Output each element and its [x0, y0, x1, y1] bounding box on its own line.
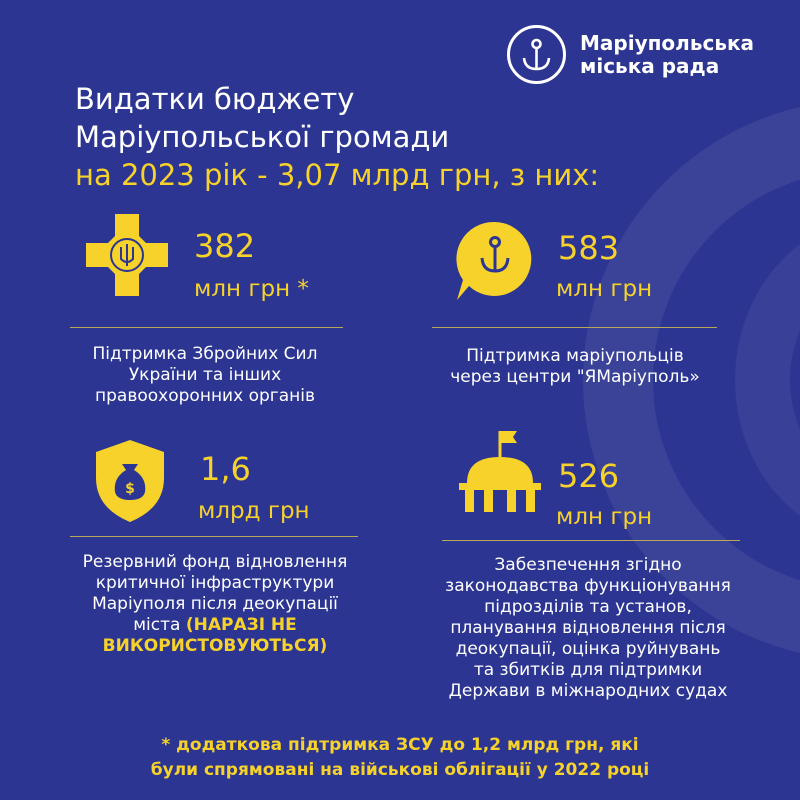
government-building-flag-icon: [455, 425, 545, 515]
item-description: [60, 552, 370, 657]
military-cross-icon: [84, 212, 170, 298]
divider: [432, 327, 717, 328]
desc-line: Забезпечення згідно: [494, 555, 682, 575]
not-used-note: (НАРАЗІ НЕ: [185, 615, 297, 635]
footnote-line-2: були спрямовані на військові облігації у 2022 році: [150, 760, 650, 780]
desc-line: законодавства функціонування: [445, 576, 731, 596]
item-description: [430, 346, 720, 388]
amount-unit: млн грн: [556, 276, 653, 302]
desc-line: Маріуполя після деокупації: [92, 594, 338, 614]
desc-line: планування відновлення після: [450, 618, 726, 638]
amount-value: 583: [558, 229, 620, 267]
amount-unit: млн грн *: [194, 276, 309, 302]
svg-text:$: $: [125, 481, 135, 497]
desc-line: [60, 615, 370, 636]
not-used-note: ВИКОРИСТОВУЮТЬСЯ): [102, 636, 328, 656]
logo-line-2: міська рада: [580, 53, 720, 78]
desc-line: Держави в міжнародних судах: [448, 681, 728, 701]
amount-unit: млрд грн: [198, 498, 310, 524]
desc-line: критичної інфраструктури: [95, 573, 335, 593]
title-line-1: Видатки бюджету: [75, 82, 355, 116]
desc-line: України та інших: [128, 365, 282, 385]
desc-line: через центри "ЯМаріуполь»: [450, 367, 700, 387]
money-bag-shield-icon: [94, 438, 166, 524]
page-title: [75, 80, 599, 194]
desc-line: правоохоронних органів: [95, 386, 315, 406]
city-council-logo: [507, 25, 754, 84]
desc-text: міста: [133, 615, 181, 635]
title-line-3: на 2023 рік - 3,07 млрд грн, з них:: [75, 158, 600, 192]
divider: [70, 536, 358, 537]
item-description: [60, 344, 350, 407]
footnote-line-1: * додаткова підтримка ЗСУ до 1,2 млрд грн, які: [161, 735, 639, 755]
desc-line: підрозділів та установ,: [484, 597, 692, 617]
desc-line: Резервний фонд відновлення: [82, 552, 348, 572]
logo-text: [580, 32, 754, 78]
footnote: [30, 733, 770, 783]
desc-line: та збитків для підтримки: [473, 660, 703, 680]
divider: [442, 540, 740, 541]
desc-line: Підтримка Збройних Сил: [92, 344, 318, 364]
item-description: [433, 555, 743, 702]
logo-line-1: Маріупольська: [580, 30, 755, 55]
anchor-logo-icon: [507, 25, 566, 84]
divider: [70, 327, 343, 328]
desc-line: деокупації, оцінка руйнувань: [455, 639, 721, 659]
desc-line: Підтримка маріупольців: [466, 346, 684, 366]
amount-value: 382: [194, 227, 256, 265]
amount-value: 526: [558, 457, 620, 495]
anchor-speech-bubble-icon: [455, 220, 535, 310]
amount-value: 1,6: [200, 450, 251, 488]
amount-unit: млн грн: [556, 504, 653, 530]
title-line-2: Маріупольської громади: [75, 120, 450, 154]
